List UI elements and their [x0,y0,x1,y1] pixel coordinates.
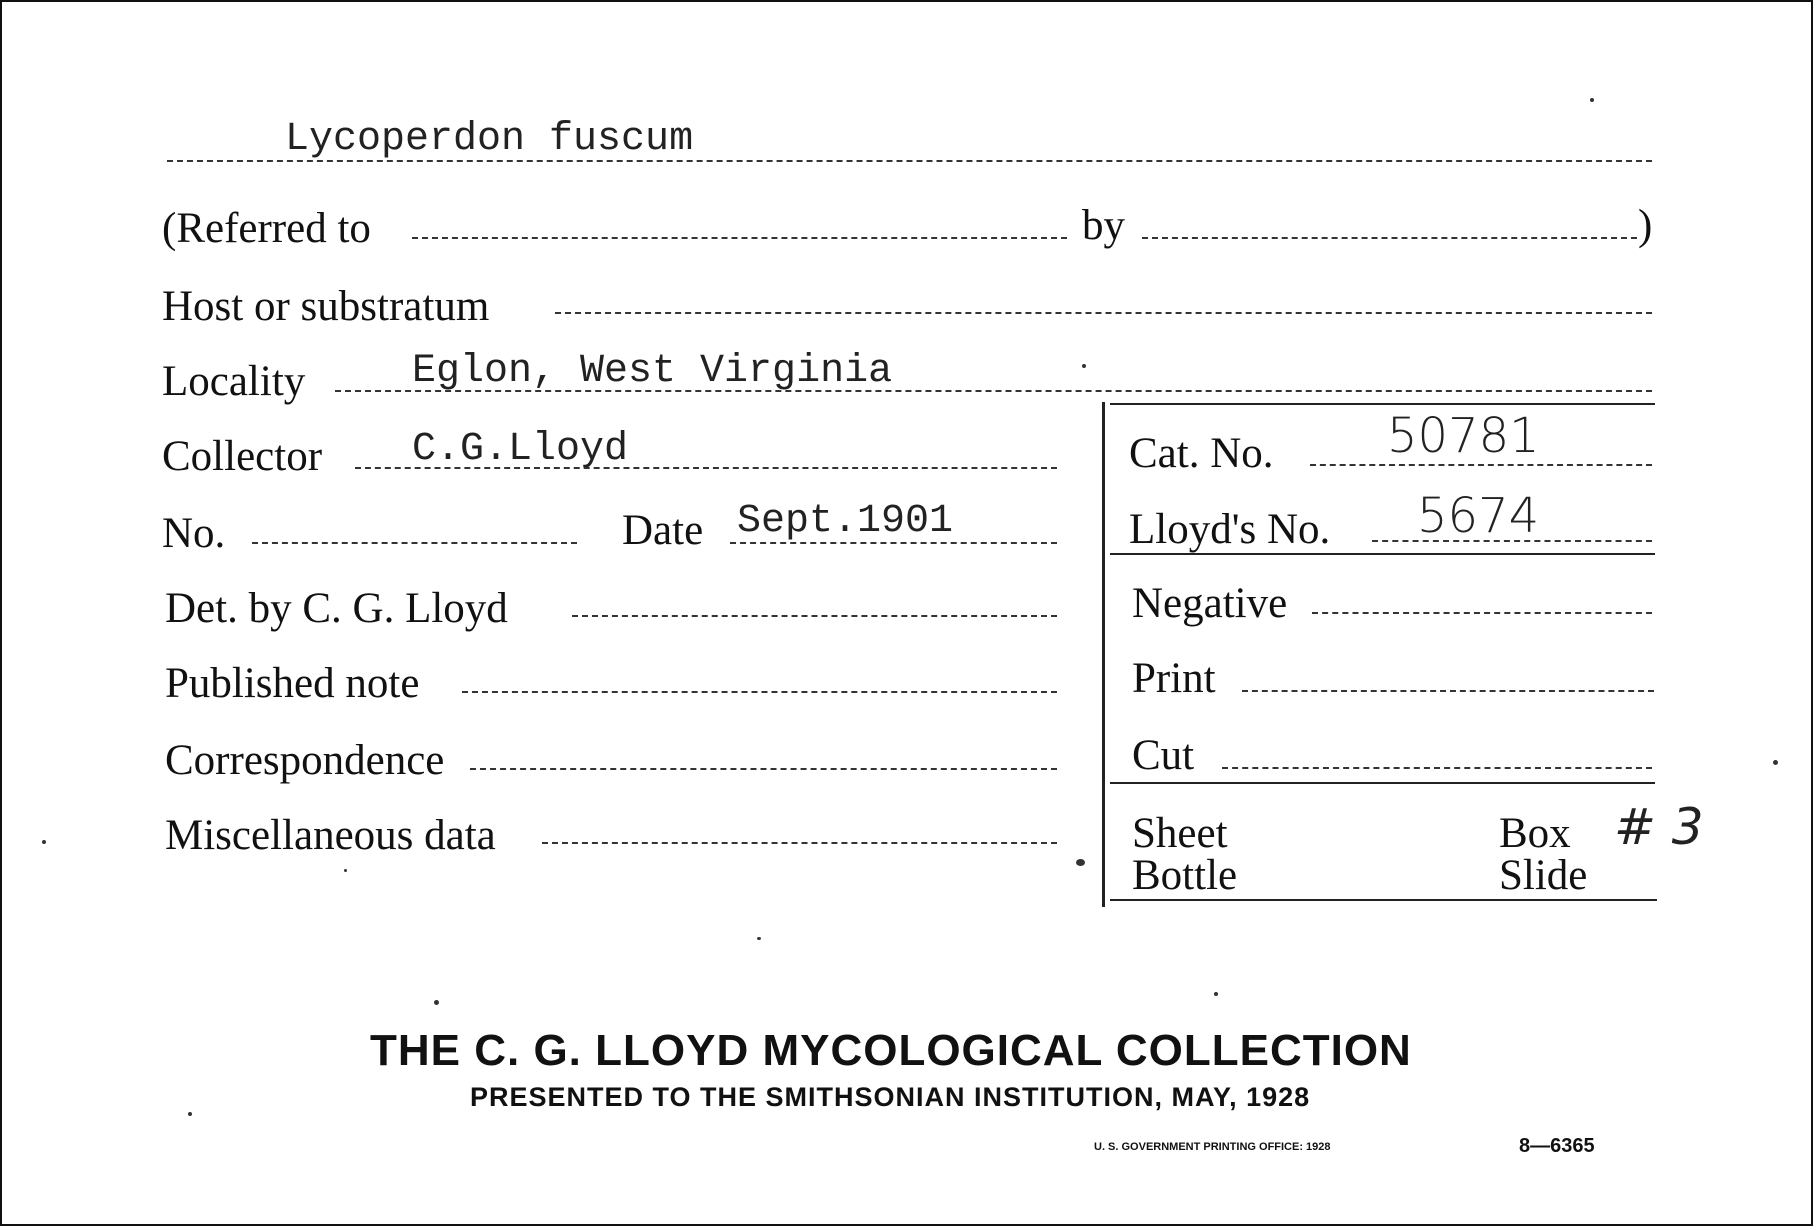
by-label: by [1082,202,1125,249]
cat-no-value: 50781 [1387,408,1540,464]
speck [42,840,46,844]
print-line [1242,690,1654,692]
no-line [252,542,577,544]
speck [757,937,761,940]
lloyds-no-line [1372,540,1652,542]
box-label: Box [1499,810,1571,857]
det-by-label: Det. by C. G. Lloyd [165,585,508,632]
misc-label: Miscellaneous data [165,812,496,859]
cut-label: Cut [1132,732,1195,779]
right-box-lower-rule [1110,782,1655,784]
right-box-bottom-rule [1110,899,1657,901]
date-line [730,542,1057,544]
speck [1590,98,1594,102]
specimen-name-line [167,160,1652,162]
footer-title: THE C. G. LLOYD MYCOLOGICAL COLLECTION [370,1026,1412,1075]
date-label: Date [622,507,704,554]
date-value: Sept.1901 [737,499,954,544]
bottle-label: Bottle [1132,852,1238,899]
form-number: 8—6365 [1519,1135,1595,1157]
correspondence-line [470,768,1057,770]
speck [434,1000,439,1005]
by-line [1142,237,1637,239]
collector-label: Collector [162,433,323,480]
published-note-label: Published note [165,660,420,707]
referred-to-line [412,237,1067,239]
misc-line [542,842,1057,844]
close-paren: ) [1638,202,1653,249]
speck [1082,364,1086,368]
speck [344,869,347,872]
speck [1076,859,1085,866]
cut-line [1222,767,1652,769]
right-box-mid-rule [1110,553,1655,555]
right-box-divider [1102,402,1105,907]
lloyds-no-label: Lloyd's No. [1129,506,1331,553]
published-note-line [462,691,1057,693]
lloyds-no-value: 5674 [1417,488,1540,544]
referred-to-label: (Referred to [162,205,371,252]
collector-line [355,467,1057,469]
box-value: # 3 [1614,798,1704,856]
right-box-top-rule [1110,403,1655,405]
locality-line [335,390,1652,392]
speck [1773,760,1778,765]
speck [188,1112,192,1116]
sheet-label: Sheet [1132,810,1228,857]
locality-label: Locality [162,358,306,405]
host-line [555,312,1652,314]
printing-office-note: U. S. GOVERNMENT PRINTING OFFICE: 1928 [1094,1141,1331,1153]
print-label: Print [1132,655,1216,702]
negative-line [1312,612,1652,614]
slide-label: Slide [1499,852,1588,899]
correspondence-label: Correspondence [165,737,445,784]
cat-no-label: Cat. No. [1129,430,1274,477]
det-by-line [572,615,1057,617]
negative-label: Negative [1132,580,1288,627]
collector-value: C.G.Lloyd [412,427,629,472]
no-label: No. [162,510,226,557]
cat-no-line [1310,464,1652,466]
speck [1214,992,1218,996]
host-label: Host or substratum [162,283,490,330]
specimen-name: Lycoperdon fuscum [285,117,694,162]
locality-value: Eglon, West Virginia [412,349,893,394]
footer-subtitle: PRESENTED TO THE SMITHSONIAN INSTITUTION, MAY, 1928 [470,1082,1311,1112]
